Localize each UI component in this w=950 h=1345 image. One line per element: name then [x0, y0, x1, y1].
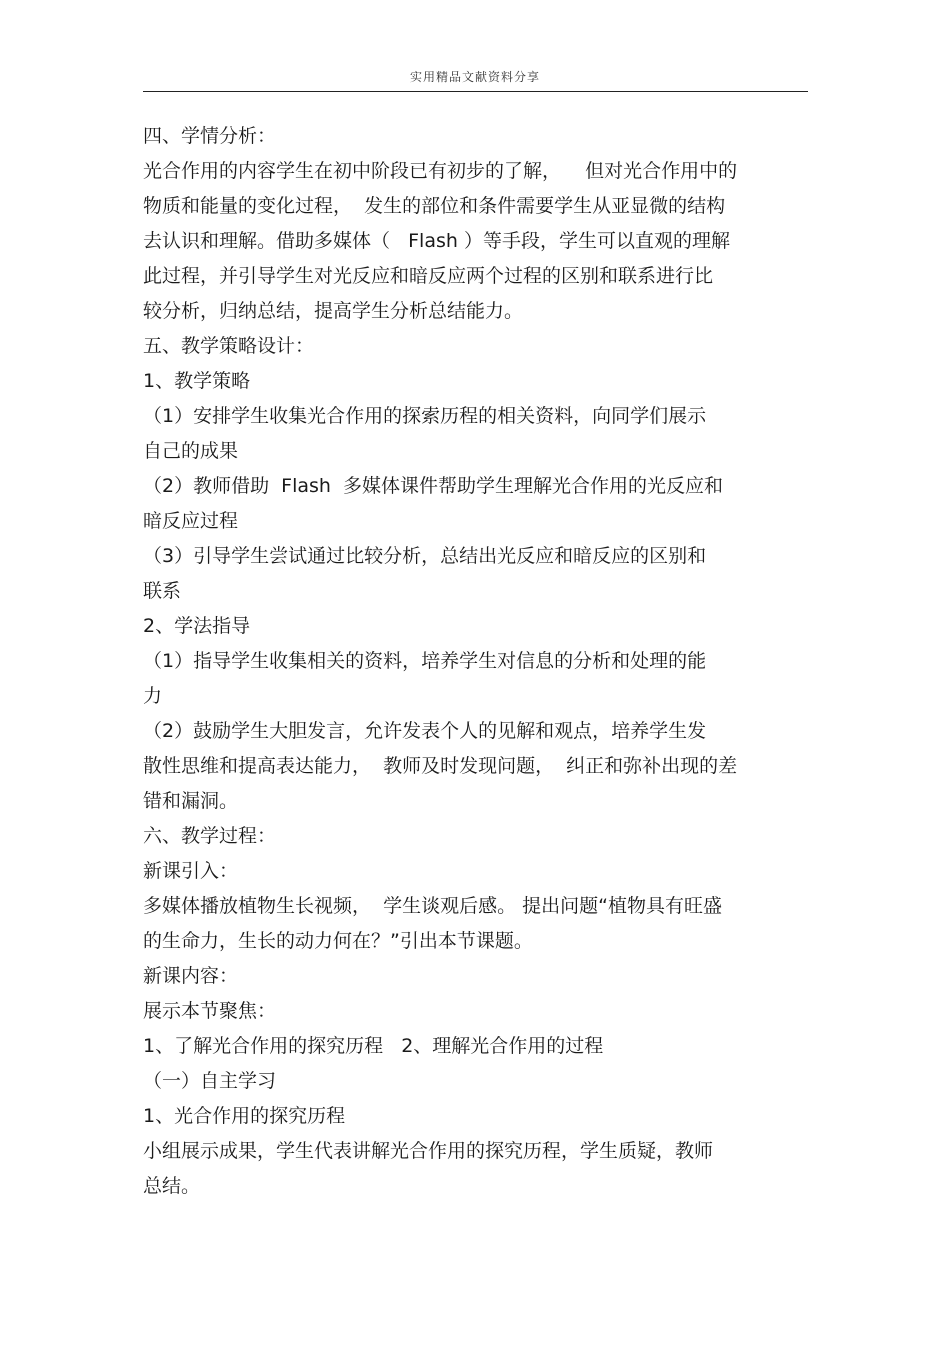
text-line: 1、了解光合作用的探究历程 2、理解光合作用的过程 [143, 1035, 604, 1057]
text-line: 六、教学过程： [143, 825, 277, 847]
text-line: （1）指导学生收集相关的资料，培养学生对信息的分析和处理的能 [143, 650, 707, 672]
text-line: 此过程，并引导学生对光反应和暗反应两个过程的区别和联系进行比 [143, 265, 714, 287]
text-line: （3）引导学生尝试通过比较分析，总结出光反应和暗反应的区别和 [143, 545, 707, 567]
text-line: 物质和能量的变化过程， 发生的部位和条件需要学生从亚显微的结构 [143, 195, 726, 217]
text-line: 去认识和理解。借助多媒体（ Flash ）等手段，学生可以直观的理解 [143, 230, 730, 252]
text-line: 1、教学策略 [143, 370, 251, 392]
text-line: （一）自主学习 [143, 1070, 277, 1092]
text-line: 四、学情分析： [143, 125, 277, 147]
document-body [143, 119, 808, 1204]
text-line: 力 [143, 685, 163, 707]
text-line: 错和漏洞。 [143, 790, 239, 812]
page-header: 实用精品文献资料分享 [409, 70, 540, 84]
text-line: 2、学法指导 [143, 615, 251, 637]
text-line: 联系 [143, 580, 182, 602]
text-line: 1、光合作用的探究历程 [143, 1105, 346, 1127]
text-line: （1）安排学生收集光合作用的探索历程的相关资料，向同学们展示 [143, 405, 707, 427]
text-line: 光合作用的内容学生在初中阶段已有初步的了解， 但对光合作用中的 [143, 160, 738, 182]
text-line: 新课引入： [143, 860, 239, 882]
text-line: 总结。 [143, 1175, 201, 1197]
text-line: 暗反应过程 [143, 510, 239, 532]
header-divider [143, 91, 808, 92]
text-line: 展示本节聚焦： [143, 1000, 277, 1022]
text-line: 多媒体播放植物生长视频， 学生谈观后感。 提出问题“植物具有旺盛 [143, 895, 722, 917]
text-line: 五、教学策略设计： [143, 335, 315, 357]
text-line: （2）鼓励学生大胆发言，允许发表个人的见解和观点，培养学生发 [143, 720, 707, 742]
text-line: 小组展示成果，学生代表讲解光合作用的探究历程，学生质疑，教师 [143, 1140, 714, 1162]
text-line: 自己的成果 [143, 440, 239, 462]
text-line: （2）教师借助 Flash 多媒体课件帮助学生理解光合作用的光反应和 [143, 475, 724, 497]
text-line: 较分析，归纳总结，提高学生分析总结能力。 [143, 300, 524, 322]
text-line: 散性思维和提高表达能力， 教师及时发现问题， 纠正和弥补出现的差 [143, 755, 738, 777]
text-line: 的生命力，生长的动力何在？”引出本节课题。 [143, 930, 533, 952]
text-line: 新课内容： [143, 965, 239, 987]
